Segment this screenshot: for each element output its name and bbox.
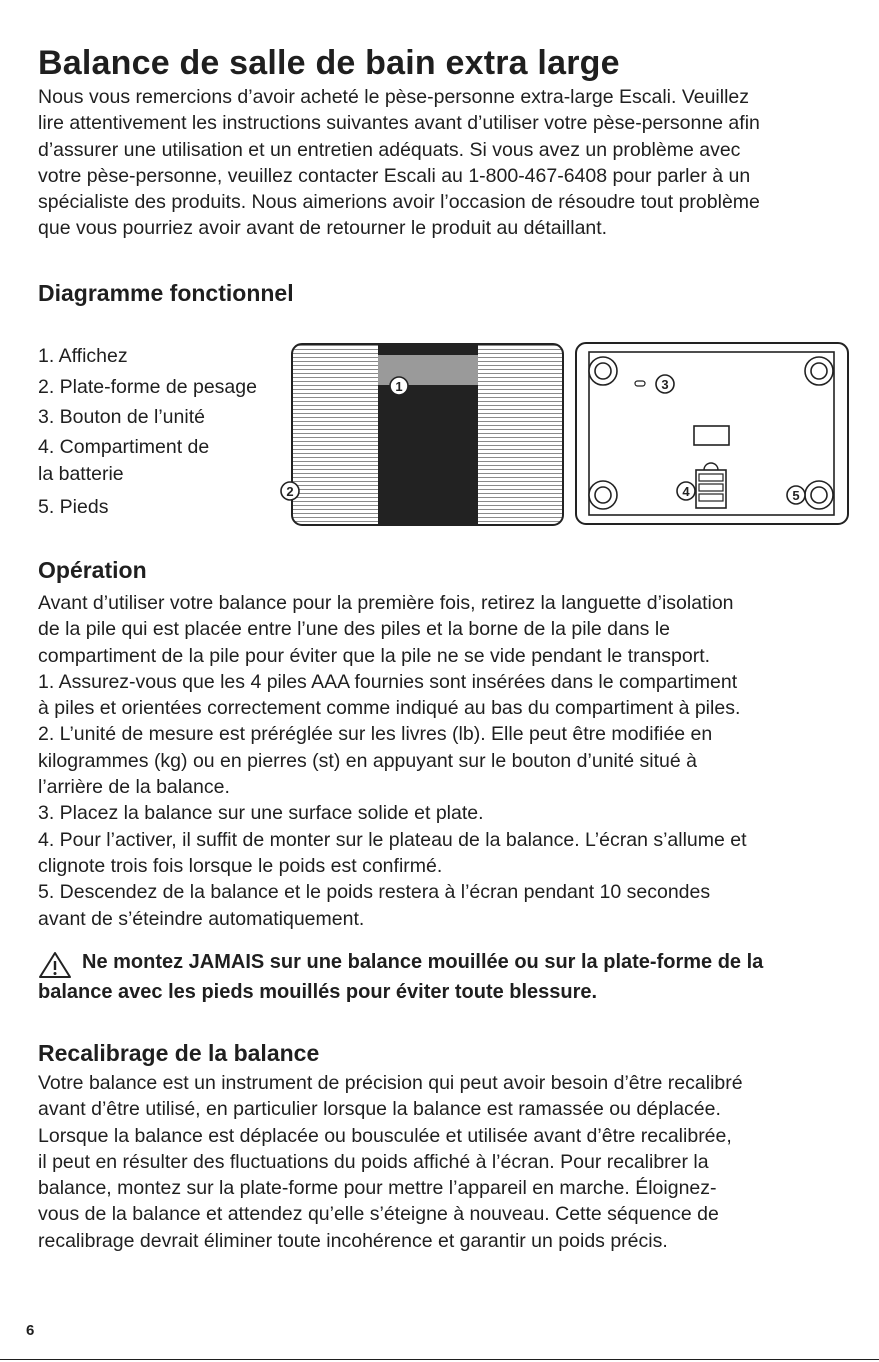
page-number: 6 — [26, 1322, 35, 1339]
callout-4 — [677, 482, 695, 500]
scale-back-diagram — [574, 341, 850, 527]
svg-text:3: 3 — [661, 377, 669, 392]
battery-compartment-icon — [696, 463, 726, 508]
callout-1 — [390, 377, 408, 395]
operation-body: Avant d’utiliser votre balance pour la première fois, retirez la languette d’isolation de la pile qui est placée entre l’une des piles et la borne de la pile dans le compartiment de la pile pour éviter que la pile ne se vide pendant le transport. 1. Assurez-vous que les 4 piles AAA fournies sont insérées dans le compartiment à piles et orientées correctement comme indiqué au bas du compartiment à piles. 2. L’unité de mesure est préréglée sur les livres (lb). Elle peut être modifiée en kilogrammes (kg) ou en pierres (st) en appuyant sur le bouton d’unité situé à l’arrière de la balance. 3. Placez la balance sur une surface solide et plate. 4. Pour l’activer, il suffit de monter sur le plateau de la balance. L’écran s’allume et clignote trois fois lorsque le poids est confirmé. 5. Descendez de la balance et le poids restera à l’écran pendant 10 secondes avant de s’éteindre automatiquement. — [38, 592, 747, 930]
warning-text-line-2: balance avec les pieds mouillés pour éviter toute blessure. — [38, 981, 598, 1003]
foot-top-left-icon — [589, 357, 617, 385]
scale-front-diagram — [280, 338, 570, 530]
legend-item-feet: 5. Pieds — [38, 495, 109, 518]
warning-triangle-icon — [38, 951, 72, 979]
callout-2 — [281, 482, 299, 500]
legend-item-platform: 2. Plate-forme de pesage — [38, 375, 257, 398]
diagram-heading: Diagramme fonctionnel — [38, 280, 294, 306]
warning-text-line-1: Ne montez JAMAIS sur une balance mouillée ou sur la plate-forme de la — [82, 951, 764, 973]
foot-top-right-icon — [805, 357, 833, 385]
recalibration-heading: Recalibrage de la balance — [38, 1040, 320, 1066]
svg-text:2: 2 — [286, 484, 294, 499]
svg-text:1: 1 — [395, 379, 403, 394]
svg-text:4: 4 — [682, 484, 690, 499]
legend-item-battery: 4. Compartiment de la batterie — [38, 435, 210, 486]
page-title: Balance de salle de bain extra large — [38, 44, 620, 82]
callout-3 — [656, 375, 674, 393]
callout-5 — [787, 486, 805, 504]
foot-bottom-right-icon — [805, 481, 833, 509]
legend-item-display: 1. Affichez — [38, 345, 128, 367]
foot-bottom-left-icon — [589, 481, 617, 509]
legend-item-unit-button: 3. Bouton de l’unité — [38, 406, 205, 429]
diagram-legend — [38, 341, 288, 522]
operation-heading: Opération — [38, 557, 147, 583]
intro-paragraph: Nous vous remercions d’avoir acheté le pèse-personne extra-large Escali. Veuillez lire attentivement les instructions suivantes avant d’utiliser votre pèse-personne afin d’assurer une utilisation et un entretien adéquats. Si vous avez un problème avec votre pèse-personne, veuillez contacter Escali au 1-800-467-6408 pour parler à un spécialiste des produits. Nous aimerions avoir l’occasion de résoudre tout problème que vous pourriez avoir avant de retourner le produit au détaillant. — [38, 86, 760, 240]
svg-text:5: 5 — [792, 488, 800, 503]
recalibration-body: Votre balance est un instrument de précision qui peut avoir besoin d’être recalibré avant d’être utilisé, en particulier lorsque la balance est ramassée ou déplacée. Lorsque la balance est déplacée ou bousculée et utilisée avant d’être recalibrée, il peut en résulter des fluctuations du poids affiché à l’écran. Pour recalibrer la balance, montez sur la plate-forme pour mettre l’appareil en marche. Éloignez- vous de la balance et attendez qu’elle s’éteigne à nouveau. Cette séquence de recalibrage devrait éliminer toute incohérence et garantir un poids précis. — [38, 1072, 743, 1252]
bottom-rule — [0, 1359, 879, 1360]
